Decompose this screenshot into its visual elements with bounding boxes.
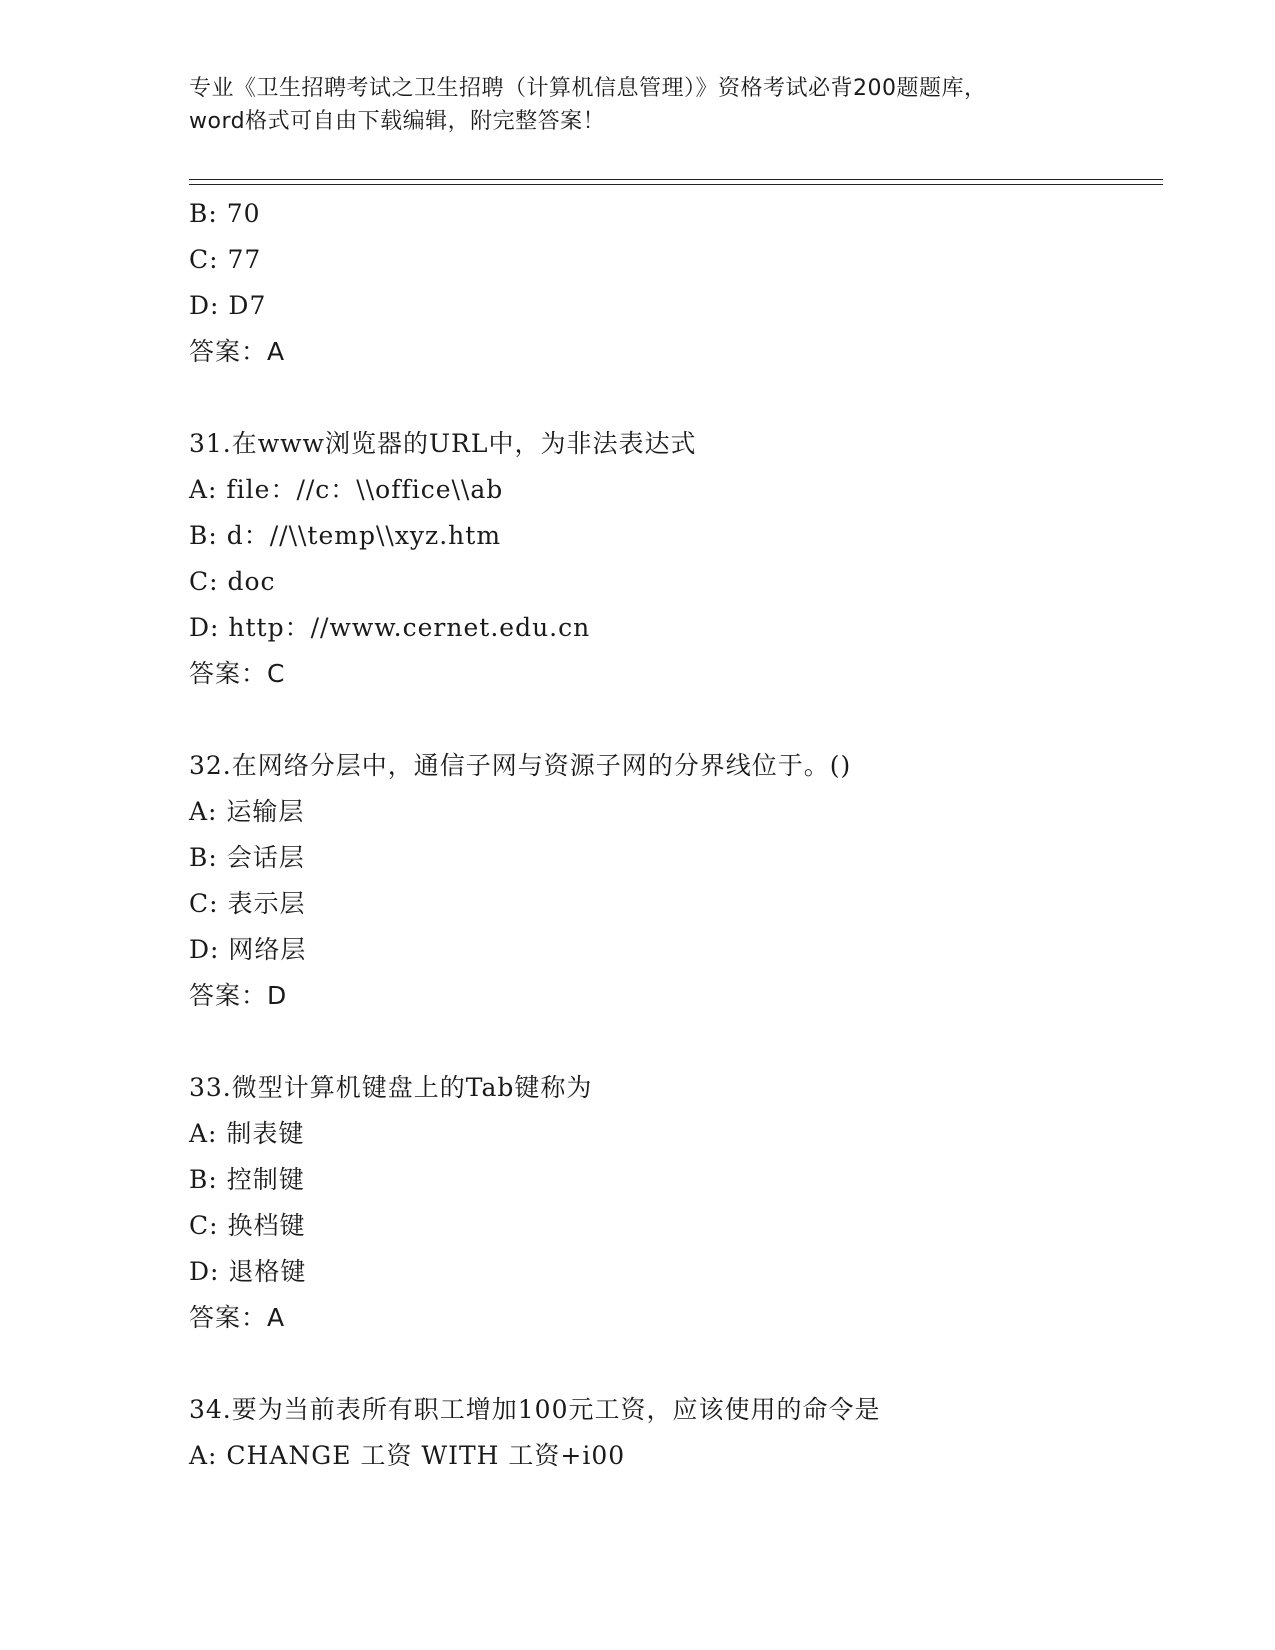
spacer — [189, 697, 1149, 743]
option-a: A: file：//c：\\office\\ab — [189, 475, 504, 504]
option-c: C: doc — [189, 567, 276, 596]
question-stem: 33.微型计算机键盘上的Tab键称为 — [189, 1073, 593, 1102]
document-header — [189, 72, 1089, 138]
header-divider-bottom — [189, 184, 1163, 185]
option-b: B: 会话层 — [189, 843, 305, 872]
question-31 — [189, 421, 1149, 697]
option-c: C: 77 — [189, 245, 262, 274]
option-c: C: 表示层 — [189, 889, 306, 918]
question-stem: 34.要为当前表所有职工增加100元工资，应该使用的命令是 — [189, 1395, 881, 1424]
question-32 — [189, 743, 1149, 1019]
answer-line: 答案：D — [189, 981, 288, 1010]
option-d: D: 网络层 — [189, 935, 307, 964]
header-title-line-2: word格式可自由下载编辑，附完整答案！ — [189, 109, 606, 134]
spacer — [189, 1019, 1149, 1065]
option-d: D: http：//www.cernet.edu.cn — [189, 613, 591, 642]
header-divider-top — [189, 179, 1163, 180]
question-content — [189, 191, 1149, 1479]
option-c: C: 换档键 — [189, 1211, 306, 1240]
question-stem: 31.在www浏览器的URL中，为非法表达式 — [189, 429, 697, 458]
option-a: A: 制表键 — [189, 1119, 305, 1148]
answer-line: 答案：A — [189, 337, 286, 366]
answer-line: 答案：A — [189, 1303, 286, 1332]
answer-line: 答案：C — [189, 659, 286, 688]
spacer — [189, 375, 1149, 421]
option-a: A: CHANGE 工资 WITH 工资+i00 — [189, 1441, 626, 1470]
header-title-line-1: 专业《卫生招聘考试之卫生招聘（计算机信息管理）》资格考试必背200题题库， — [189, 76, 987, 101]
option-b: B: d：//\\temp\\xyz.htm — [189, 521, 502, 550]
option-a: A: 运输层 — [189, 797, 305, 826]
spacer — [189, 1341, 1149, 1387]
question-33 — [189, 1065, 1149, 1341]
question-stem: 32.在网络分层中，通信子网与资源子网的分界线位于。() — [189, 751, 852, 780]
question-30-tail — [189, 191, 1149, 375]
question-34 — [189, 1387, 1149, 1479]
option-b: B: 70 — [189, 199, 261, 228]
option-d: D: 退格键 — [189, 1257, 307, 1286]
option-d: D: D7 — [189, 291, 267, 320]
option-b: B: 控制键 — [189, 1165, 305, 1194]
